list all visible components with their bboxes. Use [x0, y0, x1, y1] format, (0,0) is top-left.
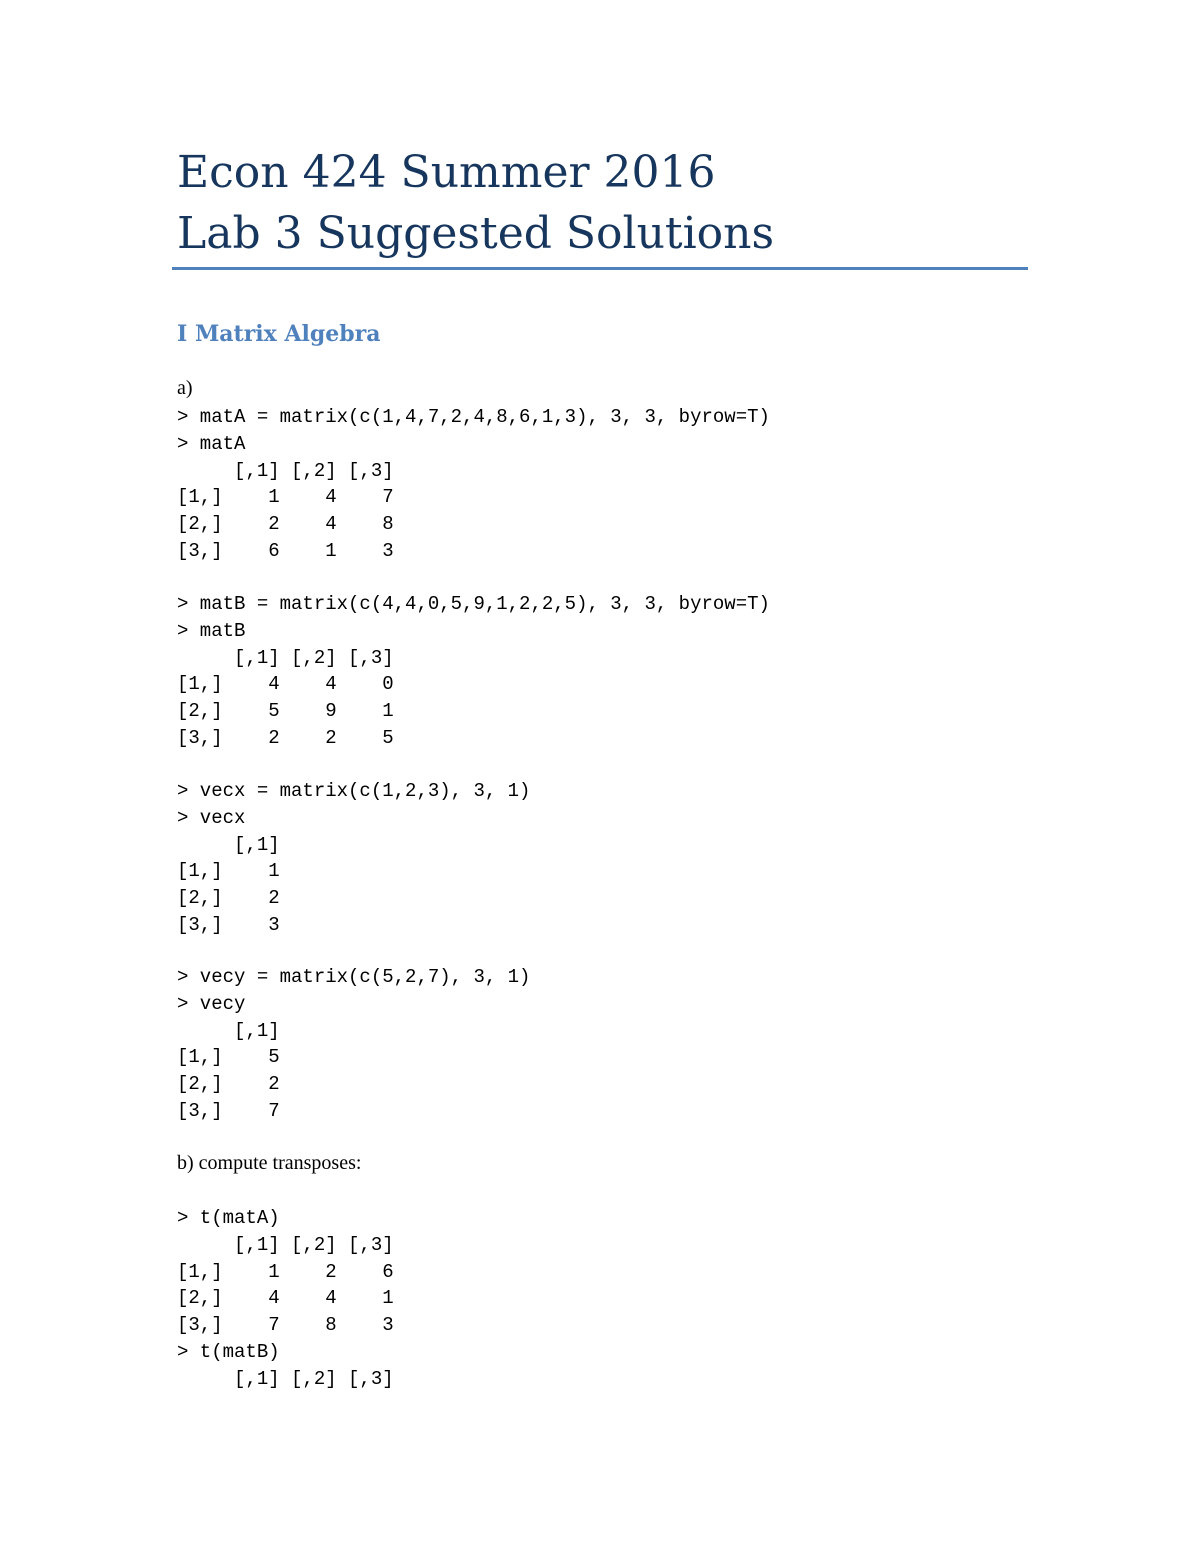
part-a-label: a) [177, 377, 193, 399]
code-block-vecx: > vecx = matrix(c(1,2,3), 3, 1) > vecx [,1] [1,] 1 [2,] 2 [3,] 3 [177, 780, 531, 936]
section-heading: I Matrix Algebra [177, 321, 381, 347]
document-title-line-2: Lab 3 Suggested Solutions [177, 208, 775, 259]
code-block-matB: > matB = matrix(c(4,4,0,5,9,1,2,2,5), 3, 3, byrow=T) > matB [,1] [,2] [,3] [1,] 4 4 0 [2,] 5 9 1 [3,] 2 2 5 [177, 593, 770, 749]
code-block-matA: > matA = matrix(c(1,4,7,2,4,8,6,1,3), 3, 3, byrow=T) > matA [,1] [,2] [,3] [1,] 1 4 7 [2,] 2 4 8 [3,] 6 1 3 [177, 406, 770, 562]
document-title-line-1: Econ 424 Summer 2016 [177, 147, 716, 198]
title-underline-rule [172, 267, 1028, 270]
code-block-vecy: > vecy = matrix(c(5,2,7), 3, 1) > vecy [,1] [1,] 5 [2,] 2 [3,] 7 [177, 966, 531, 1122]
part-b-label: b) compute transposes: [177, 1152, 362, 1174]
code-block-transposes: > t(matA) [,1] [,2] [,3] [1,] 1 2 6 [2,] 4 4 1 [3,] 7 8 3 > t(matB) [,1] [,2] [,3] [177, 1207, 394, 1390]
